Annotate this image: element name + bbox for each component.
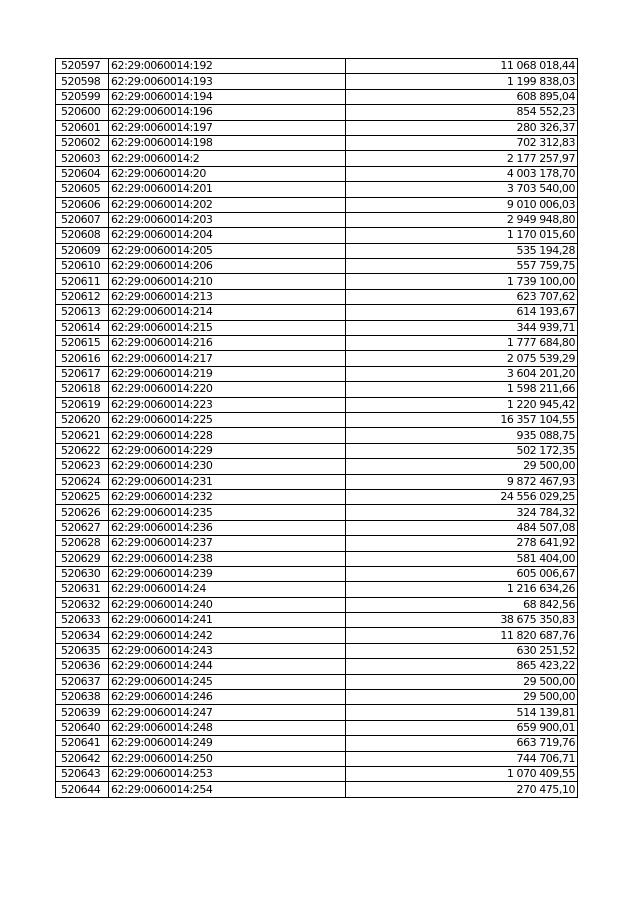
table-row: [56, 613, 578, 628]
row-number-cell: 520619: [56, 397, 109, 412]
row-number-cell: 520614: [56, 320, 109, 335]
cadastral-number-cell: 62:29:0060014:217: [109, 351, 346, 366]
cadastral-number-cell: 62:29:0060014:213: [109, 289, 346, 304]
cadastral-value-cell: 1 216 634,26: [346, 582, 578, 597]
cadastral-number-cell: 62:29:0060014:229: [109, 443, 346, 458]
row-number-cell: 520630: [56, 566, 109, 581]
table-row: [56, 705, 578, 720]
cadastral-number-cell: 62:29:0060014:206: [109, 259, 346, 274]
cadastral-number-cell: 62:29:0060014:193: [109, 74, 346, 89]
cadastral-number-cell: 62:29:0060014:219: [109, 366, 346, 381]
cadastral-number-cell: 62:29:0060014:245: [109, 674, 346, 689]
cadastral-number-cell: 62:29:0060014:203: [109, 212, 346, 227]
table-row: [56, 151, 578, 166]
cadastral-value-cell: 1 199 838,03: [346, 74, 578, 89]
cadastral-number-cell: 62:29:0060014:2: [109, 151, 346, 166]
row-number-cell: 520620: [56, 412, 109, 427]
row-number-cell: 520633: [56, 613, 109, 628]
cadastral-number-cell: 62:29:0060014:228: [109, 428, 346, 443]
table-row: [56, 120, 578, 135]
table-row: [56, 243, 578, 258]
cadastral-value-cell: 1 598 211,66: [346, 382, 578, 397]
cadastral-value-cell: 4 003 178,70: [346, 166, 578, 181]
cadastral-number-cell: 62:29:0060014:239: [109, 566, 346, 581]
table-row: [56, 690, 578, 705]
cadastral-value-cell: 484 507,08: [346, 520, 578, 535]
cadastral-number-cell: 62:29:0060014:198: [109, 135, 346, 150]
cadastral-number-cell: 62:29:0060014:249: [109, 736, 346, 751]
row-number-cell: 520610: [56, 259, 109, 274]
cadastral-number-cell: 62:29:0060014:210: [109, 274, 346, 289]
table-row: [56, 489, 578, 504]
cadastral-value-cell: 663 719,76: [346, 736, 578, 751]
cadastral-number-cell: 62:29:0060014:235: [109, 505, 346, 520]
cadastral-number-cell: 62:29:0060014:246: [109, 690, 346, 705]
table-row: [56, 412, 578, 427]
cadastral-value-cell: 581 404,00: [346, 551, 578, 566]
cadastral-value-cell: 9 872 467,93: [346, 474, 578, 489]
table-row: [56, 751, 578, 766]
row-number-cell: 520639: [56, 705, 109, 720]
cadastral-number-cell: 62:29:0060014:197: [109, 120, 346, 135]
cadastral-value-cell: 1 170 015,60: [346, 228, 578, 243]
table-row: [56, 320, 578, 335]
cadastral-number-cell: 62:29:0060014:232: [109, 489, 346, 504]
table-row: [56, 366, 578, 381]
cadastral-number-cell: 62:29:0060014:254: [109, 782, 346, 797]
table-body: [56, 59, 578, 798]
cadastral-number-cell: 62:29:0060014:214: [109, 305, 346, 320]
table-row: [56, 443, 578, 458]
cadastral-value-cell: 29 500,00: [346, 674, 578, 689]
table-row: [56, 551, 578, 566]
row-number-cell: 520636: [56, 659, 109, 674]
row-number-cell: 520600: [56, 105, 109, 120]
table-row: [56, 536, 578, 551]
table-row: [56, 659, 578, 674]
cadastral-value-cell: 2 177 257,97: [346, 151, 578, 166]
row-number-cell: 520623: [56, 459, 109, 474]
row-number-cell: 520631: [56, 582, 109, 597]
table-row: [56, 382, 578, 397]
row-number-cell: 520641: [56, 736, 109, 751]
cadastral-number-cell: 62:29:0060014:253: [109, 766, 346, 781]
table-row: [56, 397, 578, 412]
cadastral-number-cell: 62:29:0060014:243: [109, 643, 346, 658]
cadastral-number-cell: 62:29:0060014:196: [109, 105, 346, 120]
cadastral-number-cell: 62:29:0060014:240: [109, 597, 346, 612]
cadastral-value-cell: 24 556 029,25: [346, 489, 578, 504]
cadastral-value-cell: 557 759,75: [346, 259, 578, 274]
cadastral-value-cell: 702 312,83: [346, 135, 578, 150]
table-row: [56, 782, 578, 797]
row-number-cell: 520606: [56, 197, 109, 212]
table-row: [56, 59, 578, 74]
table-row: [56, 505, 578, 520]
table-row: [56, 259, 578, 274]
table-row: [56, 351, 578, 366]
cadastral-value-cell: 605 006,67: [346, 566, 578, 581]
cadastral-value-cell: 11 068 018,44: [346, 59, 578, 74]
cadastral-value-cell: 29 500,00: [346, 459, 578, 474]
cadastral-value-cell: 1 777 684,80: [346, 336, 578, 351]
table-row: [56, 428, 578, 443]
cadastral-number-cell: 62:29:0060014:237: [109, 536, 346, 551]
cadastral-value-cell: 68 842,56: [346, 597, 578, 612]
row-number-cell: 520617: [56, 366, 109, 381]
table-row: [56, 736, 578, 751]
cadastral-number-cell: 62:29:0060014:201: [109, 182, 346, 197]
cadastral-value-cell: 535 194,28: [346, 243, 578, 258]
cadastral-value-cell: 865 423,22: [346, 659, 578, 674]
row-number-cell: 520609: [56, 243, 109, 258]
row-number-cell: 520643: [56, 766, 109, 781]
cadastral-value-cell: 1 739 100,00: [346, 274, 578, 289]
row-number-cell: 520604: [56, 166, 109, 181]
cadastral-value-cell: 630 251,52: [346, 643, 578, 658]
table-row: [56, 474, 578, 489]
table-row: [56, 766, 578, 781]
table-row: [56, 289, 578, 304]
table-row: [56, 135, 578, 150]
cadastral-value-table: [55, 58, 578, 798]
row-number-cell: 520640: [56, 720, 109, 735]
cadastral-value-cell: 3 703 540,00: [346, 182, 578, 197]
cadastral-number-cell: 62:29:0060014:244: [109, 659, 346, 674]
cadastral-value-cell: 935 088,75: [346, 428, 578, 443]
cadastral-value-cell: 9 010 006,03: [346, 197, 578, 212]
row-number-cell: 520603: [56, 151, 109, 166]
cadastral-number-cell: 62:29:0060014:215: [109, 320, 346, 335]
row-number-cell: 520599: [56, 89, 109, 104]
row-number-cell: 520634: [56, 628, 109, 643]
table-row: [56, 274, 578, 289]
cadastral-value-cell: 514 139,81: [346, 705, 578, 720]
row-number-cell: 520638: [56, 690, 109, 705]
row-number-cell: 520621: [56, 428, 109, 443]
row-number-cell: 520632: [56, 597, 109, 612]
cadastral-value-cell: 16 357 104,55: [346, 412, 578, 427]
row-number-cell: 520626: [56, 505, 109, 520]
table-row: [56, 566, 578, 581]
row-number-cell: 520598: [56, 74, 109, 89]
cadastral-number-cell: 62:29:0060014:238: [109, 551, 346, 566]
cadastral-value-cell: 1 220 945,42: [346, 397, 578, 412]
cadastral-number-cell: 62:29:0060014:236: [109, 520, 346, 535]
cadastral-value-cell: 502 172,35: [346, 443, 578, 458]
row-number-cell: 520622: [56, 443, 109, 458]
row-number-cell: 520618: [56, 382, 109, 397]
cadastral-value-cell: 38 675 350,83: [346, 613, 578, 628]
cadastral-number-cell: 62:29:0060014:241: [109, 613, 346, 628]
cadastral-number-cell: 62:29:0060014:204: [109, 228, 346, 243]
cadastral-value-cell: 29 500,00: [346, 690, 578, 705]
row-number-cell: 520613: [56, 305, 109, 320]
row-number-cell: 520597: [56, 59, 109, 74]
cadastral-value-cell: 2 949 948,80: [346, 212, 578, 227]
table-row: [56, 720, 578, 735]
table-row: [56, 643, 578, 658]
row-number-cell: 520612: [56, 289, 109, 304]
table-row: [56, 105, 578, 120]
table-row: [56, 212, 578, 227]
cadastral-number-cell: 62:29:0060014:231: [109, 474, 346, 489]
cadastral-value-cell: 854 552,23: [346, 105, 578, 120]
cadastral-value-cell: 270 475,10: [346, 782, 578, 797]
cadastral-value-cell: 280 326,37: [346, 120, 578, 135]
cadastral-number-cell: 62:29:0060014:24: [109, 582, 346, 597]
cadastral-value-cell: 659 900,01: [346, 720, 578, 735]
cadastral-number-cell: 62:29:0060014:192: [109, 59, 346, 74]
cadastral-number-cell: 62:29:0060014:220: [109, 382, 346, 397]
row-number-cell: 520642: [56, 751, 109, 766]
table-row: [56, 628, 578, 643]
cadastral-value-cell: 744 706,71: [346, 751, 578, 766]
table-row: [56, 228, 578, 243]
row-number-cell: 520628: [56, 536, 109, 551]
table-row: [56, 597, 578, 612]
row-number-cell: 520644: [56, 782, 109, 797]
row-number-cell: 520601: [56, 120, 109, 135]
cadastral-number-cell: 62:29:0060014:247: [109, 705, 346, 720]
cadastral-number-cell: 62:29:0060014:202: [109, 197, 346, 212]
table-row: [56, 459, 578, 474]
row-number-cell: 520637: [56, 674, 109, 689]
row-number-cell: 520635: [56, 643, 109, 658]
row-number-cell: 520615: [56, 336, 109, 351]
row-number-cell: 520624: [56, 474, 109, 489]
cadastral-number-cell: 62:29:0060014:242: [109, 628, 346, 643]
row-number-cell: 520607: [56, 212, 109, 227]
cadastral-number-cell: 62:29:0060014:248: [109, 720, 346, 735]
table-row: [56, 166, 578, 181]
row-number-cell: 520608: [56, 228, 109, 243]
cadastral-number-cell: 62:29:0060014:216: [109, 336, 346, 351]
row-number-cell: 520627: [56, 520, 109, 535]
cadastral-value-cell: 2 075 539,29: [346, 351, 578, 366]
row-number-cell: 520629: [56, 551, 109, 566]
table-row: [56, 197, 578, 212]
cadastral-value-cell: 11 820 687,76: [346, 628, 578, 643]
cadastral-value-cell: 623 707,62: [346, 289, 578, 304]
table-row: [56, 305, 578, 320]
cadastral-number-cell: 62:29:0060014:230: [109, 459, 346, 474]
cadastral-number-cell: 62:29:0060014:223: [109, 397, 346, 412]
cadastral-number-cell: 62:29:0060014:205: [109, 243, 346, 258]
table-row: [56, 74, 578, 89]
row-number-cell: 520605: [56, 182, 109, 197]
row-number-cell: 520611: [56, 274, 109, 289]
cadastral-value-cell: 344 939,71: [346, 320, 578, 335]
cadastral-number-cell: 62:29:0060014:225: [109, 412, 346, 427]
cadastral-value-cell: 1 070 409,55: [346, 766, 578, 781]
cadastral-number-cell: 62:29:0060014:20: [109, 166, 346, 181]
table-row: [56, 674, 578, 689]
table-row: [56, 182, 578, 197]
cadastral-value-cell: 3 604 201,20: [346, 366, 578, 381]
cadastral-value-cell: 324 784,32: [346, 505, 578, 520]
row-number-cell: 520625: [56, 489, 109, 504]
table-row: [56, 520, 578, 535]
table-row: [56, 582, 578, 597]
row-number-cell: 520602: [56, 135, 109, 150]
table-row: [56, 89, 578, 104]
cadastral-number-cell: 62:29:0060014:194: [109, 89, 346, 104]
cadastral-number-cell: 62:29:0060014:250: [109, 751, 346, 766]
row-number-cell: 520616: [56, 351, 109, 366]
cadastral-value-cell: 608 895,04: [346, 89, 578, 104]
cadastral-value-cell: 278 641,92: [346, 536, 578, 551]
table-row: [56, 336, 578, 351]
cadastral-value-cell: 614 193,67: [346, 305, 578, 320]
